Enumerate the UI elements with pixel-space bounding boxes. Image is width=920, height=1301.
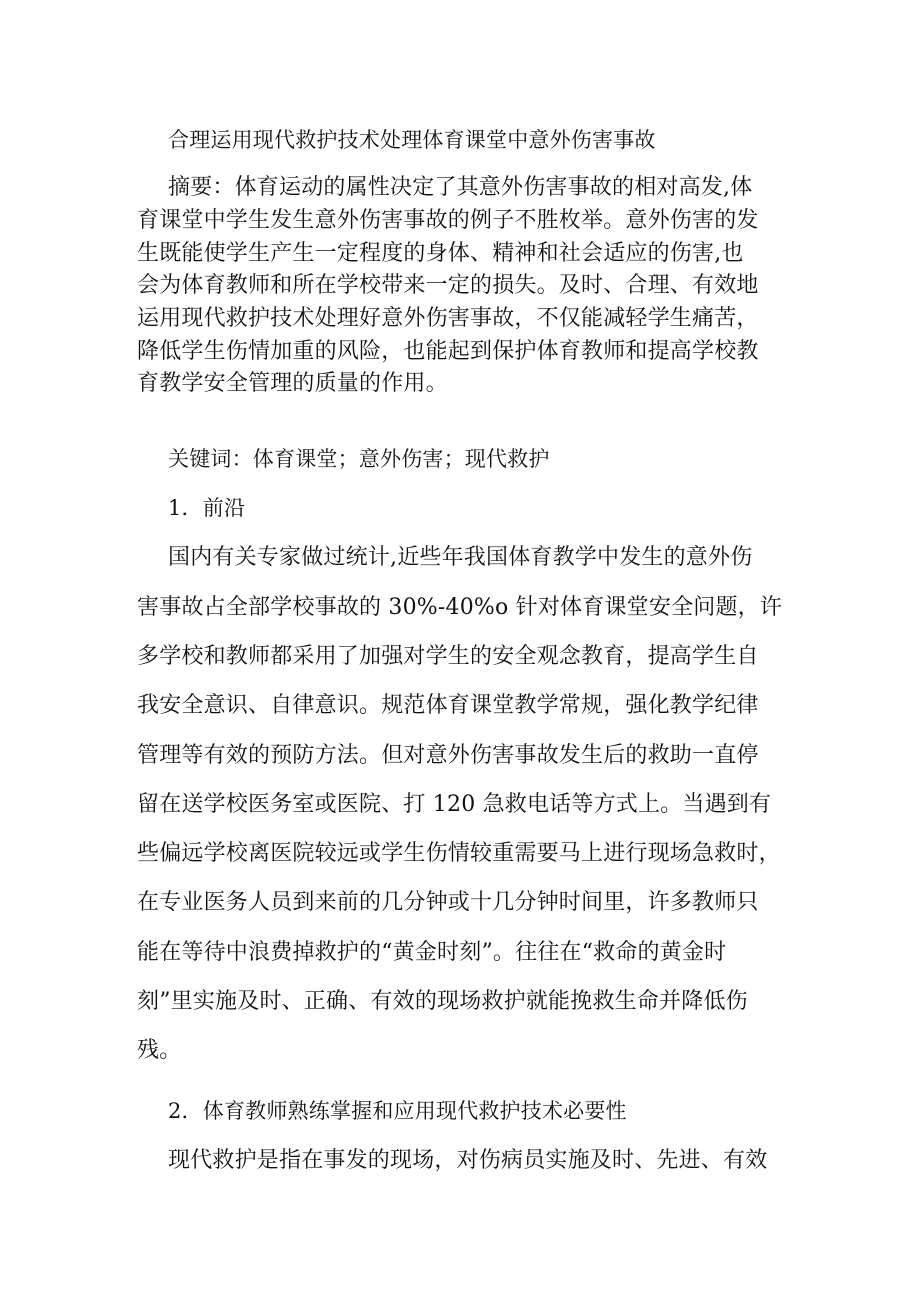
keywords: 关键词：体育课堂；意外伤害；现代救护 [168,447,550,471]
section2-line-1: 现代救护是指在事发的现场，对伤病员实施及时、先进、有效 [168,1148,768,1173]
abstract-line-1: 摘要：体育运动的属性决定了其意外伤害事故的相对高发,体 [168,175,753,200]
section1-line-1: 国内有关专家做过统计,近些年我国体育教学中发生的意外伤 [168,545,753,570]
section1-line-4: 我安全意识、自律意识。规范体育课堂教学常规，强化教学纪律 [137,693,759,718]
section1-line-8: 在专业医务人员到来前的几分钟或十几分钟时间里，许多教师只 [137,890,759,915]
section1-heading: 1．前沿 [168,496,246,520]
section1-line-7: 些偏远学校离医院较远或学生伤情较重需要马上进行现场急救时， [137,841,781,866]
abstract-line-7: 育教学安全管理的质量的作用。 [137,371,448,396]
section1-line-5: 管理等有效的预防方法。但对意外伤害事故发生后的救助一直停 [137,743,759,768]
section1-line-3: 多学校和教师都采用了加强对学生的安全观念教育，提高学生自 [137,644,759,669]
abstract-line-2: 育课堂中学生发生意外伤害事故的例子不胜枚举。意外伤害的发 [137,208,759,233]
section1-line-6: 留在送学校医务室或医院、打 120 急救电话等方式上。当遇到有 [137,792,772,817]
abstract-line-4: 会为体育教师和所在学校带来一定的损失。及时、合理、有效地 [137,273,759,298]
section1-line-10: 刻”里实施及时、正确、有效的现场救护就能挽救生命并降低伤 [137,989,748,1014]
abstract-line-5: 运用现代救护技术处理好意外伤害事故，不仅能减轻学生痛苦， [137,306,759,331]
section1-line-9: 能在等待中浪费掉救护的“黄金时刻”。往往在“救命的黄金时 [137,940,727,965]
section2-heading: 2．体育教师熟练掌握和应用现代救护技术必要性 [168,1099,627,1123]
abstract-line-3: 生既能使学生产生一定程度的身体、精神和社会适应的伤害,也 [137,241,744,266]
section1-line-2: 害事故占全部学校事故的 30%-40%o 针对体育课堂安全问题，许 [137,595,783,620]
document-title: 合理运用现代救护技术处理体育课堂中意外伤害事故 [168,128,656,152]
abstract-line-6: 降低学生伤情加重的风险，也能起到保护体育教师和提高学校教 [137,339,759,364]
section1-line-11: 残。 [137,1038,182,1063]
